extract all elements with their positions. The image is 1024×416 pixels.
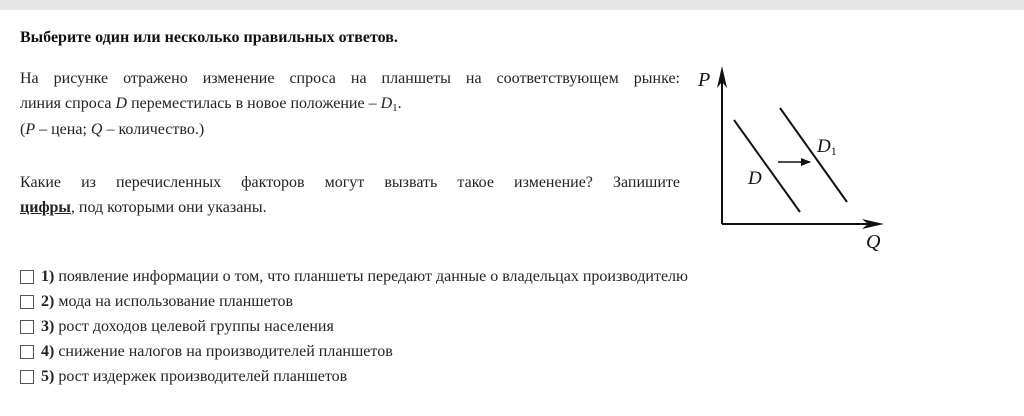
q-axis-label: Q [866,231,881,253]
demand-d-label: D [115,95,128,112]
p-axis-label: P [698,69,711,91]
option-number: 5) [41,367,55,385]
option-5[interactable] [20,364,688,389]
question-line-1: На рисунке отражено изменение спроса на планшеты на соответствующем рынке: [20,70,680,87]
digits-emphasis: цифры [20,199,71,216]
legend-text: (P – цена; Q – количество.) [20,121,205,138]
option-4[interactable] [20,339,688,364]
option-number: 4) [41,342,55,360]
answer-options [20,264,688,389]
demand-curve-d1 [780,108,847,202]
quantity-symbol: Q [90,121,103,138]
option-number: 1) [41,267,55,285]
option-1[interactable] [20,264,688,289]
option-text: снижение налогов на производителей планшетов [58,342,393,360]
d-curve-label: D [748,168,762,189]
prompt-text [20,170,680,220]
option-text: рост доходов целевой группы населения [58,317,334,335]
question-line-2: линия спроса D переместилась в новое положение – $D_1$. [20,95,402,114]
demand-curve-d [734,120,800,212]
top-bar [0,0,1024,10]
option-1-checkbox[interactable] [20,270,34,284]
option-5-checkbox[interactable] [20,370,34,384]
option-text: рост издержек производителей планшетов [58,367,348,385]
demand-d1-label: D [380,95,393,112]
option-number: 2) [41,292,55,310]
option-3-checkbox[interactable] [20,320,34,334]
option-number: 3) [41,317,55,335]
prompt-line-2: цифры, под которыми они указаны. [20,199,267,216]
price-symbol: P [25,121,36,138]
option-text: появление информации о том, что планшеты передают данные о владельцах производителю [58,267,688,285]
prompt-line-1: Какие из перечисленных факторов могут вызвать такое изменение? Запишите [20,174,680,191]
task-heading: Выберите один или несколько правильных ответов. [20,29,398,46]
question-text [20,66,680,121]
option-2-checkbox[interactable] [20,295,34,309]
option-text: мода на использование планшетов [58,292,294,310]
option-3[interactable] [20,314,688,339]
option-2[interactable] [20,289,688,314]
d1-curve-label: D1 [817,136,837,158]
demand-shift-graph [692,60,892,260]
option-4-checkbox[interactable] [20,345,34,359]
